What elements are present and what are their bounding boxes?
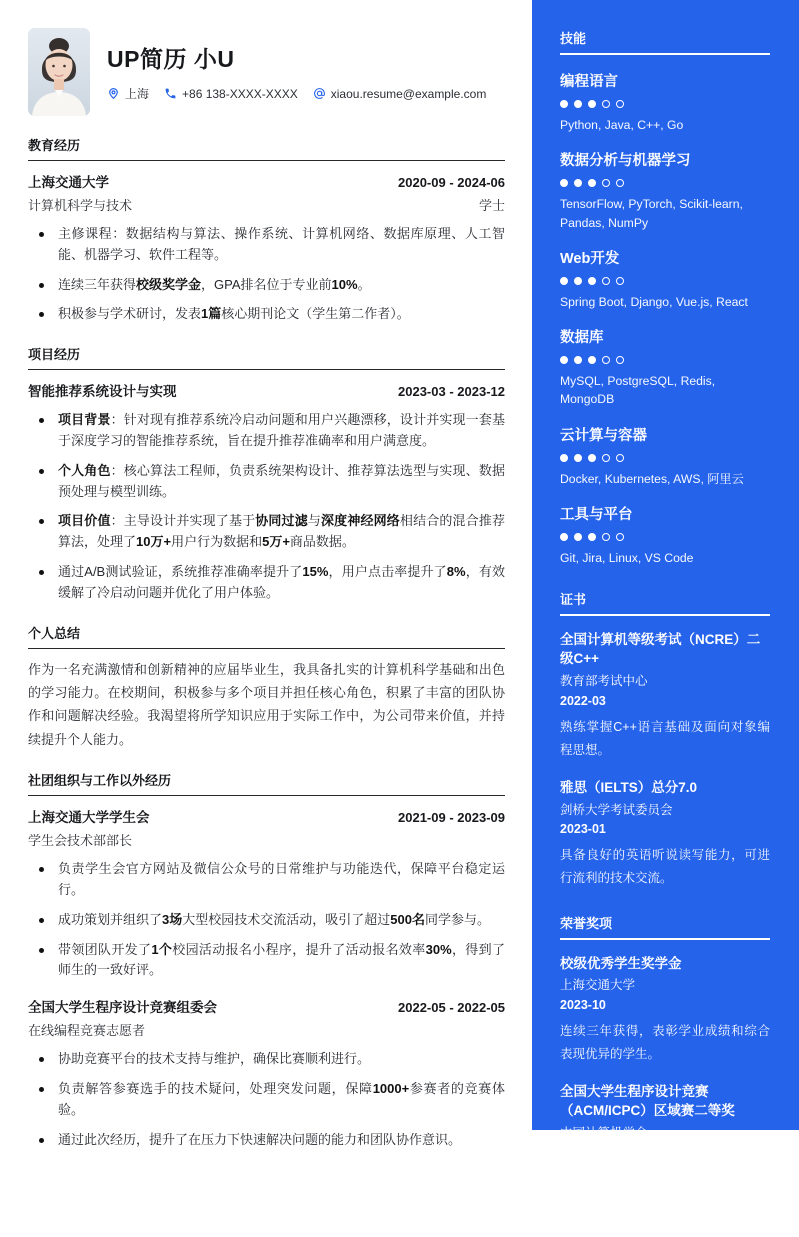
skill-item [560, 149, 770, 232]
bullet-item: 负责学生会官方网站及微信公众号的日常维护与功能迭代，保障平台稳定运行。 [28, 859, 505, 901]
sidebar-section-skills [560, 28, 770, 567]
bullet-item: 负责解答参赛选手的技术疑问，处理突发问题，保障1000+参赛者的竞赛体验。 [28, 1079, 505, 1121]
date-range: 2021-09 - 2023-09 [398, 810, 505, 826]
section-title-summary: 个人总结 [28, 623, 505, 649]
bullet-item: 通过A/B测试验证，系统推荐准确率提升了15%，用户点击率提升了8%，有效缓解了冷启动问题并优化了用户体验。 [28, 562, 505, 604]
skill-item [560, 70, 770, 134]
level-dot-filled [560, 533, 568, 541]
skill-name: Web开发 [560, 250, 620, 267]
skill-item [560, 503, 770, 567]
level-dot-filled [588, 277, 596, 285]
project-name: 智能推荐系统设计与实现 [28, 384, 177, 400]
skill-tools: Spring Boot, Django, Vue.js, React [560, 294, 748, 309]
certificate-issuer: 教育部考试中心 [560, 674, 648, 689]
skill-level-dots [560, 179, 770, 187]
skill-tools: TensorFlow, PyTorch, Scikit-learn, Pandas, NumPy [560, 197, 743, 230]
honor-date: 2023-10 [560, 997, 606, 1012]
honor-description: 在激烈的比赛中，团队协同解决复杂算法问题，展现了扎实的编程功底和算法设计能力。 [560, 1171, 770, 1232]
bullet-item: 通过此次经历，提升了在压力下快速解决问题的能力和团队协作意识。 [28, 1130, 505, 1151]
level-dot-empty [602, 356, 610, 364]
bullet-item: 积极参与学术研讨，发表1篇核心期刊论文（学生第二作者）。 [28, 304, 505, 325]
certificate-date: 2023-01 [560, 822, 606, 837]
level-dot-empty [602, 179, 610, 187]
contact-phone-text: +86 138-XXXX-XXXX [182, 86, 298, 101]
level-dot-filled [560, 100, 568, 108]
date-range: 2020-09 - 2024-06 [398, 175, 505, 190]
project-entry [28, 380, 505, 603]
section-title-activities: 社团组织与工作以外经历 [28, 770, 505, 796]
activity-entry [28, 996, 505, 1150]
date-range: 2023-03 - 2023-12 [398, 384, 505, 400]
bullet-item: 成功策划并组织了3场大型校园技术交流活动，吸引了超过500名同学参与。 [28, 910, 505, 931]
level-dot-filled [574, 179, 582, 187]
bullet-list [28, 224, 505, 325]
honor-issuer: 上海交通大学 [560, 978, 636, 993]
level-dot-empty [602, 533, 610, 541]
level-dot-filled [588, 179, 596, 187]
phone-icon [164, 87, 177, 100]
section-title-education: 教育经历 [28, 135, 505, 161]
bullet-item: 主修课程：数据结构与算法、操作系统、计算机网络、数据库原理、人工智能、机器学习、软件工程等。 [28, 224, 505, 266]
honor-issuer: 中国计算机学会 [560, 1125, 648, 1140]
header-text [107, 28, 486, 116]
skill-list [560, 70, 770, 567]
honor-item [560, 955, 770, 1067]
skill-level-dots [560, 100, 770, 108]
bullet-item: 个人角色：核心算法工程师，负责系统架构设计、推荐算法选型与实现、数据预处理与模型训练。 [28, 461, 505, 503]
skill-level-dots [560, 454, 770, 462]
skill-tools: MySQL, PostgreSQL, Redis, MongoDB [560, 374, 716, 407]
bullet-item: 项目价值：主导设计并实现了基于协同过滤与深度神经网络相结合的混合推荐算法，处理了10万+用户行为数据和5万+商品数据。 [28, 511, 505, 553]
level-dot-filled [574, 454, 582, 462]
organization-name: 上海交通大学学生会 [28, 810, 150, 826]
skill-tools: Git, Jira, Linux, VS Code [560, 551, 694, 566]
contact-location [107, 85, 149, 102]
skill-level-dots [560, 533, 770, 541]
certificate-list [560, 631, 770, 890]
education-entries [28, 171, 505, 325]
skill-name: 数据分析与机器学习 [560, 153, 691, 170]
section-summary [28, 623, 505, 752]
bullet-item: 连续三年获得校级奖学金，GPA排名位于专业前10%。 [28, 275, 505, 296]
header [28, 28, 505, 116]
certificate-name: 全国计算机等级考试（NCRE）二级C++ [560, 632, 761, 667]
honor-description: 连续三年获得，表彰学业成绩和综合表现优异的学生。 [560, 1023, 770, 1062]
level-dot-empty [616, 454, 624, 462]
level-dot-empty [616, 533, 624, 541]
certificate-description: 具备良好的英语听说读写能力，可进行流利的技术交流。 [560, 848, 770, 886]
honor-name: 校级优秀学生奖学金 [560, 955, 682, 971]
certificate-item [560, 779, 770, 891]
certificate-item [560, 631, 770, 762]
profile-photo-illustration [28, 28, 90, 116]
profile-photo [28, 28, 90, 116]
skill-item [560, 424, 770, 488]
position-title: 在线编程竞赛志愿者 [28, 1023, 146, 1039]
section-title-projects: 项目经历 [28, 344, 505, 370]
bullet-item: 带领团队开发了1个校园活动报名小程序，提升了活动报名效率30%，得到了师生的一致好评。 [28, 940, 505, 982]
section-projects [28, 344, 505, 603]
level-dot-filled [560, 356, 568, 364]
organization-name: 全国大学生程序设计竞赛组委会 [28, 1000, 217, 1016]
bullet-list [28, 1049, 505, 1150]
activity-entries [28, 806, 505, 1150]
skill-name: 工具与平台 [560, 507, 633, 524]
position-title: 学生会技术部部长 [28, 833, 133, 849]
sidebar-section-honors [560, 913, 770, 1237]
skill-tools: Docker, Kubernetes, AWS, 阿里云 [560, 471, 744, 486]
contact-email [313, 87, 487, 101]
level-dot-empty [602, 454, 610, 462]
level-dot-empty [616, 100, 624, 108]
skill-level-dots [560, 277, 770, 285]
date-range: 2022-05 - 2022-05 [398, 1000, 505, 1016]
certificate-name: 雅思（IELTS）总分7.0 [560, 779, 698, 795]
level-dot-filled [588, 454, 596, 462]
level-dot-filled [574, 277, 582, 285]
certificate-date: 2022-03 [560, 693, 606, 708]
skill-level-dots [560, 356, 770, 364]
school-name: 上海交通大学 [28, 175, 109, 190]
section-activities [28, 770, 505, 1150]
bullet-list [28, 859, 505, 981]
sidebar-title-certificates: 证书 [560, 589, 770, 616]
level-dot-filled [588, 356, 596, 364]
sidebar-title-honors: 荣誉奖项 [560, 913, 770, 940]
skill-item [560, 326, 770, 409]
honor-list [560, 955, 770, 1237]
activity-entry [28, 806, 505, 981]
sidebar-title-skills: 技能 [560, 28, 770, 55]
level-dot-empty [616, 277, 624, 285]
major: 计算机科学与技术 [28, 198, 133, 213]
sidebar-section-certificates [560, 589, 770, 890]
contact-phone [164, 87, 298, 101]
level-dot-filled [560, 454, 568, 462]
level-dot-empty [602, 277, 610, 285]
sidebar [532, 0, 799, 1232]
level-dot-filled [560, 277, 568, 285]
level-dot-filled [560, 179, 568, 187]
honor-date: 2022-11 [560, 1145, 606, 1160]
level-dot-empty [602, 100, 610, 108]
skill-item [560, 247, 770, 311]
certificate-description: 熟练掌握C++语言基础及面向对象编程思想。 [560, 719, 770, 757]
level-dot-empty [616, 179, 624, 187]
summary-text: 作为一名充满激情和创新精神的应届毕业生，我具备扎实的计算机科学基础和出色的学习能力。在校期间，积极参与多个项目并担任核心角色，积累了丰富的团队协作和问题解决经验。我渴望将所学知识应用于实际工作中，为公司带来价值，并持续提升个人能力。 [28, 661, 505, 747]
level-dot-filled [574, 356, 582, 364]
bullet-item: 协助竞赛平台的技术支持与维护，确保比赛顺利进行。 [28, 1049, 505, 1070]
level-dot-filled [588, 100, 596, 108]
bullet-list [28, 410, 505, 603]
level-dot-filled [574, 100, 582, 108]
education-entry [28, 171, 505, 325]
honor-name: 全国大学生程序设计竞赛（ACM/ICPC）区域赛二等奖 [560, 1084, 735, 1119]
contact-email-text: xiaou.resume@example.com [330, 86, 487, 101]
level-dot-filled [588, 533, 596, 541]
level-dot-filled [574, 533, 582, 541]
skill-name: 云计算与容器 [560, 427, 647, 444]
section-education [28, 135, 505, 325]
contact-row [107, 85, 486, 102]
bullet-item: 项目背景：针对现有推荐系统冷启动问题和用户兴趣漂移，设计并实现一套基于深度学习的智能推荐系统，旨在提升推荐准确率和用户满意度。 [28, 410, 505, 452]
contact-location-text: 上海 [125, 87, 150, 101]
project-entries [28, 380, 505, 603]
honor-item [560, 1083, 770, 1237]
location-icon [107, 87, 120, 100]
skill-tools: Python, Java, C++, Go [560, 118, 684, 132]
candidate-name: UP简历 小U [107, 46, 235, 72]
skill-name: 数据库 [560, 330, 604, 347]
degree: 学士 [478, 198, 505, 213]
level-dot-empty [616, 356, 624, 364]
certificate-issuer: 剑桥大学考试委员会 [560, 802, 673, 817]
skill-name: 编程语言 [560, 74, 618, 90]
email-icon [313, 87, 326, 100]
